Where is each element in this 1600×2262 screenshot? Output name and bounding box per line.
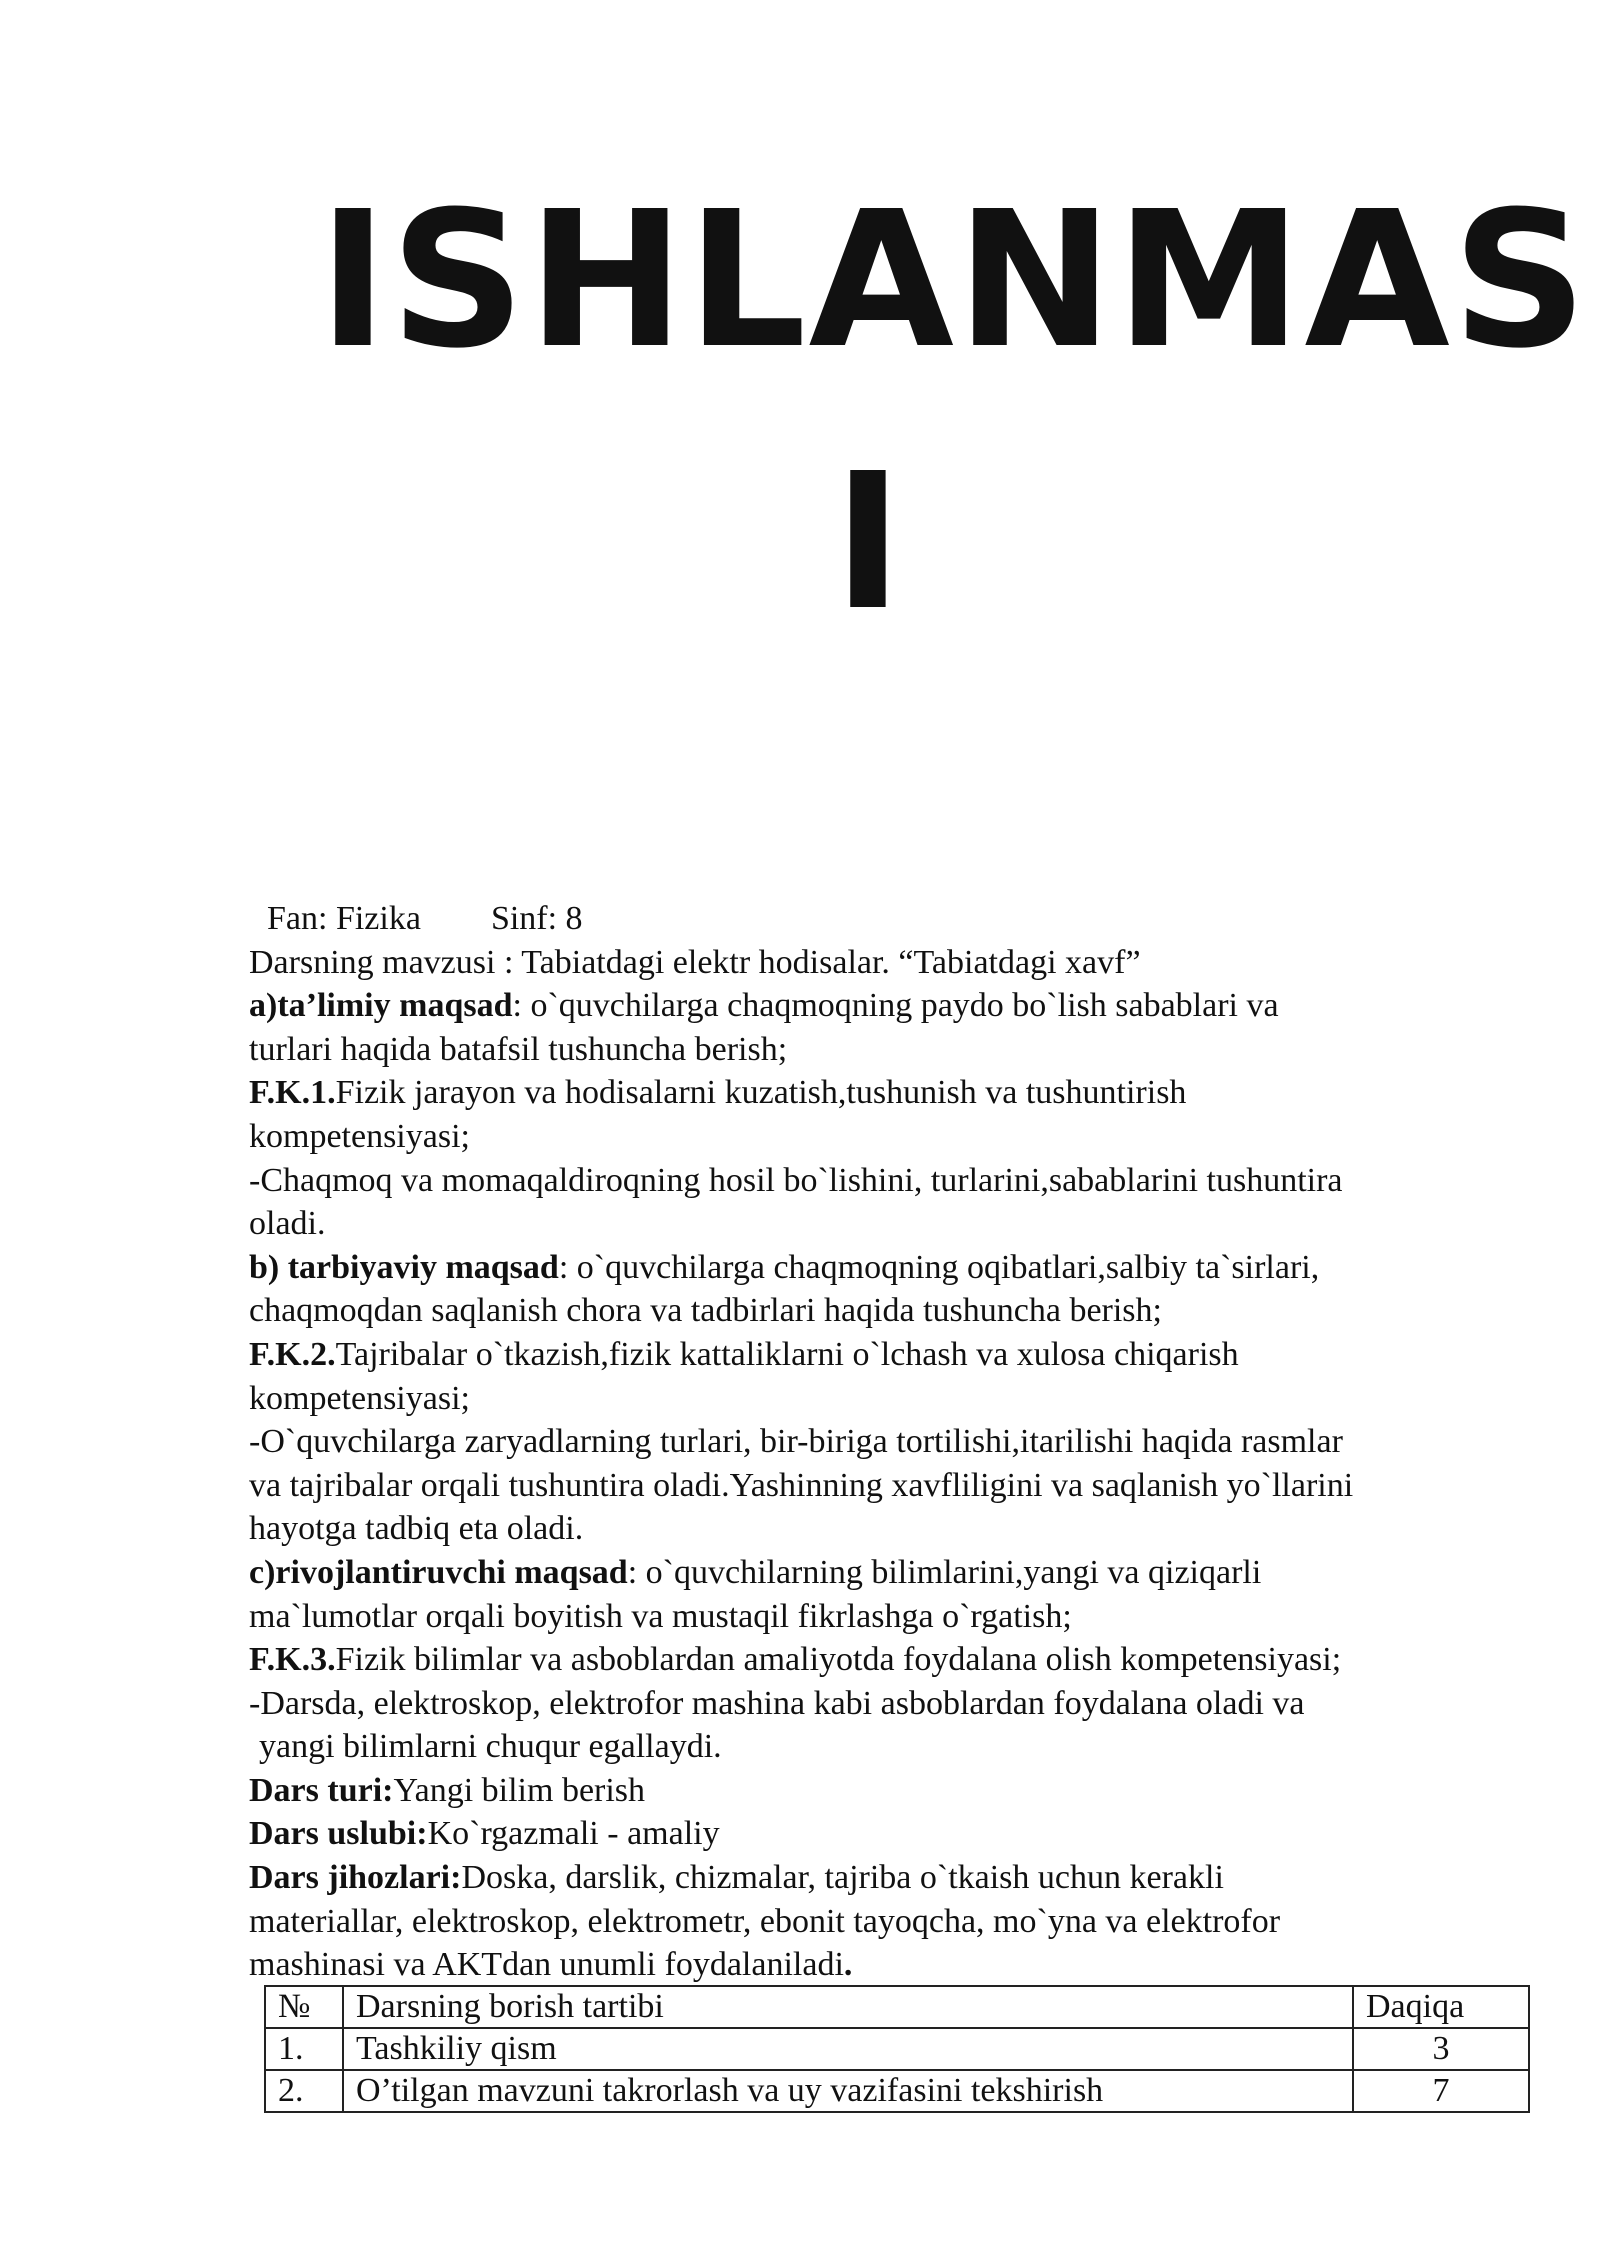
developmental-goal-continued: ma`lumotlar orqali boyitish va mustaqil fikrlashga o`rgatish; (249, 1597, 1072, 1635)
table-header-row (265, 1986, 1529, 2028)
row-stage: O’tilgan mavzuni takrorlash va uy vazifasini tekshirish (343, 2070, 1353, 2112)
developmental-goal-label: c)rivojlantiruvchi maqsad (249, 1553, 628, 1591)
lesson-equipment-continued: materiallar, elektroskop, elektrometr, ebonit tayoqcha, mo`yna va elektrofor (249, 1902, 1281, 1940)
competency-fk1-continued: kompetensiyasi; (249, 1117, 470, 1155)
competency-fk2: F.K.2.Tajribalar o`tkazish,fizik kattaliklarni o`lchash va xulosa chiqarish (249, 1335, 1239, 1373)
column-header-minutes: Daqiqa (1353, 1986, 1529, 2028)
column-header-stage: Darsning borish tartibi (343, 1986, 1353, 2028)
lesson-equipment-end: mashinasi va AKTdan unumli foydalaniladi. (249, 1946, 853, 1984)
lesson-method-label: Dars uslubi: (249, 1815, 428, 1853)
row-minutes: 3 (1353, 2028, 1529, 2070)
title-line-1: ISHLANMAS (318, 171, 1590, 390)
competency-fk3-description-continued: yangi bilimlarni chuqur egallaydi. (259, 1728, 722, 1766)
lesson-equipment-label: Dars jihozlari: (249, 1859, 462, 1897)
subject-label: Fan: Fizika (267, 900, 421, 937)
competency-fk1-description-continued: oladi. (249, 1205, 326, 1243)
educational-goal: a)ta’limiy maqsad: o`quvchilarga chaqmoqning paydo bo`lish sabablari va (249, 987, 1279, 1025)
table-row (265, 2028, 1529, 2070)
competency-fk3-label: F.K.3. (249, 1641, 336, 1679)
educational-goal-continued: turlari haqida batafsil tushuncha berish; (249, 1030, 788, 1068)
lesson-type-label: Dars turi: (249, 1771, 394, 1809)
lesson-topic: Darsning mavzusi : Tabiatdagi elektr hodisalar. “Tabiatdagi xavf” (249, 943, 1141, 981)
competency-fk1-description: -Chaqmoq va momaqaldiroqning hosil bo`lishini, turlarini,sabablarini tushuntira (249, 1161, 1343, 1199)
competency-fk1: F.K.1.Fizik jarayon va hodisalarni kuzatish,tushunish va tushuntirish (249, 1074, 1187, 1112)
upbringing-goal-label: b) tarbiyaviy maqsad (249, 1248, 559, 1286)
lesson-plan-body (249, 897, 1539, 1987)
title-line-2: I (833, 433, 905, 652)
subject-grade-line (249, 897, 1539, 941)
lesson-type: Dars turi:Yangi bilim berish (249, 1771, 646, 1809)
lesson-equipment: Dars jihozlari:Doska, darslik, chizmalar, tajriba o`tkaish uchun kerakli (249, 1859, 1224, 1897)
competency-fk2-continued: kompetensiyasi; (249, 1379, 470, 1417)
competency-fk2-description: -O`quvchilarga zaryadlarning turlari, bir-biriga tortilishi,itarilishi haqida rasmlar (249, 1423, 1343, 1461)
lesson-schedule-table (264, 1985, 1530, 2113)
row-minutes: 7 (1353, 2070, 1529, 2112)
competency-fk1-label: F.K.1. (249, 1074, 336, 1112)
competency-fk3-description: -Darsda, elektroskop, elektrofor mashina kabi asboblardan foydalana oladi va (249, 1684, 1305, 1722)
row-stage: Tashkiliy qism (343, 2028, 1353, 2070)
lesson-method: Dars uslubi:Ko`rgazmali - amaliy (249, 1815, 720, 1853)
competency-fk3: F.K.3.Fizik bilimlar va asboblardan amaliyotda foydalana olish kompetensiyasi; (249, 1641, 1342, 1679)
competency-fk2-description-continued: va tajribalar orqali tushuntira oladi.Yashinning xavfliligini va saqlanish yo`llarini (249, 1466, 1354, 1504)
row-number: 2. (265, 2070, 343, 2112)
upbringing-goal: b) tarbiyaviy maqsad: o`quvchilarga chaqmoqning oqibatlari,salbiy ta`sirlari, (249, 1248, 1320, 1286)
row-number: 1. (265, 2028, 343, 2070)
upbringing-goal-continued: chaqmoqdan saqlanish chora va tadbirlari haqida tushuncha berish; (249, 1292, 1162, 1330)
competency-fk2-description-end: hayotga tadbiq eta oladi. (249, 1510, 584, 1548)
grade-label: Sinf: 8 (490, 900, 583, 937)
table-row (265, 2070, 1529, 2112)
educational-goal-label: a)ta’limiy maqsad (249, 987, 513, 1025)
developmental-goal: c)rivojlantiruvchi maqsad: o`quvchilarning bilimlarini,yangi va qiziqarli (249, 1553, 1262, 1591)
column-header-number: № (265, 1986, 343, 2028)
competency-fk2-label: F.K.2. (249, 1335, 336, 1373)
